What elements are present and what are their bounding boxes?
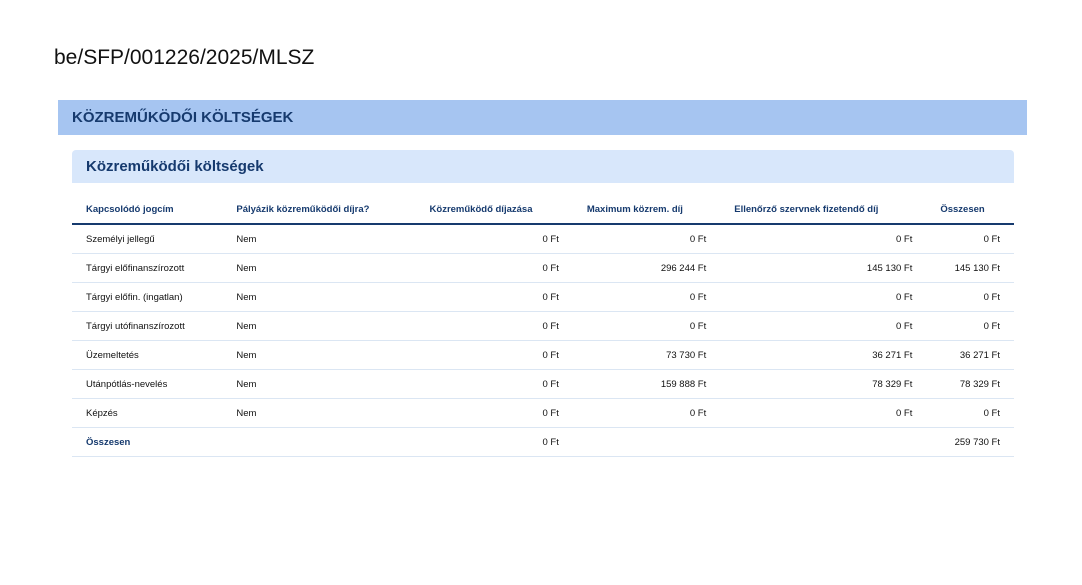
table-row <box>72 312 1014 341</box>
cell-control-fee: 78 329 Ft <box>720 370 926 399</box>
cell-control-fee: 0 Ft <box>720 224 926 254</box>
cell-max-fee: 159 888 Ft <box>573 370 720 399</box>
total-sum: 259 730 Ft <box>926 428 1014 457</box>
table-row <box>72 283 1014 312</box>
cell-title: Utánpótlás-nevelés <box>72 370 222 399</box>
cell-title: Tárgyi előfin. (ingatlan) <box>72 283 222 312</box>
cell-contributor-fee: 0 Ft <box>416 341 573 370</box>
cell-contributor-fee: 0 Ft <box>416 254 573 283</box>
cell-contributor-fee: 0 Ft <box>416 283 573 312</box>
cell-applies: Nem <box>222 224 415 254</box>
table-row <box>72 224 1014 254</box>
table-row <box>72 254 1014 283</box>
cell-control-fee: 0 Ft <box>720 283 926 312</box>
cell-max-fee: 0 Ft <box>573 283 720 312</box>
table-row <box>72 370 1014 399</box>
cell-contributor-fee: 0 Ft <box>416 399 573 428</box>
header-applies-fee: Pályázik közreműködői díjra? <box>222 196 415 224</box>
subsection-title: Közreműködői költségek <box>86 158 264 175</box>
cell-title: Tárgyi utófinanszírozott <box>72 312 222 341</box>
cell-contributor-fee: 0 Ft <box>416 312 573 341</box>
cell-contributor-fee: 0 Ft <box>416 370 573 399</box>
cell-total: 0 Ft <box>926 283 1014 312</box>
header-related-title: Kapcsolódó jogcím <box>72 196 222 224</box>
cell-max-fee: 73 730 Ft <box>573 341 720 370</box>
cell-max-fee: 296 244 Ft <box>573 254 720 283</box>
table-total-row <box>72 428 1014 457</box>
header-contributor-fee: Közreműködő díjazása <box>416 196 573 224</box>
cell-control-fee: 0 Ft <box>720 312 926 341</box>
cell-applies: Nem <box>222 370 415 399</box>
cell-applies: Nem <box>222 399 415 428</box>
table-header-row <box>72 196 1014 224</box>
cell-total: 145 130 Ft <box>926 254 1014 283</box>
cell-title: Személyi jellegű <box>72 224 222 254</box>
cell-title: Tárgyi előfinanszírozott <box>72 254 222 283</box>
total-label: Összesen <box>72 428 222 457</box>
table-row <box>72 341 1014 370</box>
subsection-header <box>72 150 1014 183</box>
section-header <box>58 100 1027 135</box>
cell-applies: Nem <box>222 312 415 341</box>
cell-total: 0 Ft <box>926 399 1014 428</box>
total-control-fee <box>720 428 926 457</box>
cell-max-fee: 0 Ft <box>573 312 720 341</box>
cell-total: 78 329 Ft <box>926 370 1014 399</box>
cell-applies: Nem <box>222 341 415 370</box>
cell-title: Képzés <box>72 399 222 428</box>
header-max-fee: Maximum közrem. díj <box>573 196 720 224</box>
section-title: KÖZREMŰKÖDŐI KÖLTSÉGEK <box>72 109 294 126</box>
cell-title: Üzemeltetés <box>72 341 222 370</box>
cell-control-fee: 145 130 Ft <box>720 254 926 283</box>
total-applies <box>222 428 415 457</box>
header-control-body-fee: Ellenőrző szervnek fizetendő díj <box>720 196 926 224</box>
table-row <box>72 399 1014 428</box>
document-id: be/SFP/001226/2025/MLSZ <box>54 46 315 69</box>
cell-control-fee: 0 Ft <box>720 399 926 428</box>
cell-total: 0 Ft <box>926 224 1014 254</box>
cell-max-fee: 0 Ft <box>573 399 720 428</box>
cell-control-fee: 36 271 Ft <box>720 341 926 370</box>
cell-max-fee: 0 Ft <box>573 224 720 254</box>
cell-total: 36 271 Ft <box>926 341 1014 370</box>
total-contributor-fee: 0 Ft <box>416 428 573 457</box>
header-total: Összesen <box>926 196 1014 224</box>
cell-applies: Nem <box>222 254 415 283</box>
cell-total: 0 Ft <box>926 312 1014 341</box>
cell-applies: Nem <box>222 283 415 312</box>
cell-contributor-fee: 0 Ft <box>416 224 573 254</box>
total-max-fee <box>573 428 720 457</box>
costs-table <box>72 196 1014 457</box>
